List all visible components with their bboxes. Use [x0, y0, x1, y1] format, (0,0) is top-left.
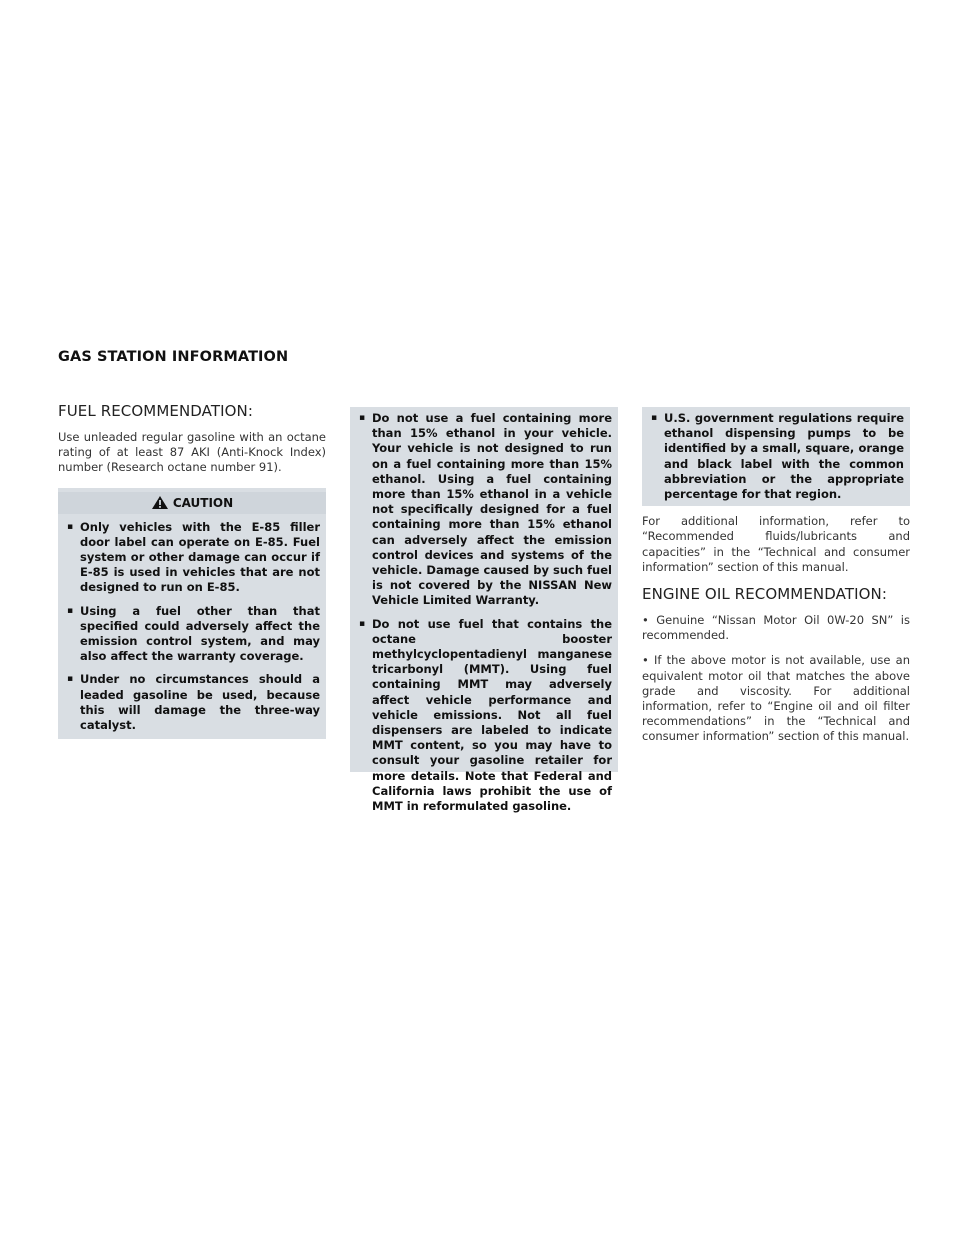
caution-box — [58, 488, 326, 740]
caution-label: CAUTION — [172, 495, 234, 510]
caution-list — [648, 411, 904, 502]
column-1 — [58, 402, 326, 739]
column-3 — [642, 407, 910, 755]
fuel-recommendation-heading: FUEL RECOMMENDATION: — [58, 402, 254, 420]
list-item: ▪ Only vehicles with the E-85 filler door label can operate on E-85. Fuel system or other damage can occur if E-85 is used in vehicles that are not designed to run on E-85. — [64, 520, 320, 596]
fuel-intro-text: Use unleaded regular gasoline with an octane rating of at least 87 AKI (Anti-Knock Index) number (Research octane number 91). — [58, 430, 326, 475]
list-item: ▪ Under no circumstances should a leaded gasoline be used, because this will damage the three-way catalyst. — [64, 672, 320, 733]
engine-oil-heading: ENGINE OIL RECOMMENDATION: — [642, 585, 887, 604]
list-item: ▪ U.S. government regulations require ethanol dispensing pumps to be identified by a small, square, orange and black label with the common abbreviation or the appropriate percentage for that region. — [648, 411, 904, 502]
column-2 — [350, 407, 618, 814]
list-item: ▪ Do not use a fuel containing more than 15% ethanol in your vehicle. Your vehicle is not designed to run on a fuel containing more than 15% ethanol. Using a fuel containing more than 15% ethanol in a vehicle not specifically designed for a fuel containing more than 15% ethanol can adversely affect the emission control devices and systems of the vehicle. Damage caused by such fuel is not covered by the NISSAN New Vehicle Limited Warranty. — [356, 411, 612, 609]
caution-list — [356, 411, 612, 814]
oil-recommendation-text: • Genuine “Nissan Motor Oil 0W-20 SN” is recommended. — [642, 613, 910, 643]
warning-triangle-icon — [151, 495, 169, 510]
caution-list — [64, 520, 320, 734]
additional-info-text: For additional information, refer to “Recommended fluids/lubricants and capacities” in the “Technical and consumer information” section of this manual. — [642, 514, 910, 574]
caution-box-continued — [350, 407, 618, 814]
list-item: ▪ Using a fuel other than that specified could adversely affect the emission control system, and may also affect the warranty coverage. — [64, 604, 320, 665]
caution-box-continued — [642, 407, 910, 506]
oil-alternative-text: • If the above motor is not available, use an equivalent motor oil that matches the above grade and viscosity. For additional information, refer to “Engine oil and oil filter recommendations” in the “Technical and consumer information” section of this manual. — [642, 653, 910, 744]
list-item: ▪ Do not use fuel that contains the octane booster methylcyclopentadienyl manganese tricarbonyl (MMT). Using fuel containing MMT may adversely affect vehicle performance and vehicle emissions. Not all fuel dispensers are labeled to indicate MMT content, so you may have to consult your gasoline retailer for more details. Note that Federal and California laws prohibit the use of MMT in reformulated gasoline. — [356, 617, 612, 815]
section-title: GAS STATION INFORMATION — [58, 349, 289, 365]
caution-header — [58, 492, 326, 514]
